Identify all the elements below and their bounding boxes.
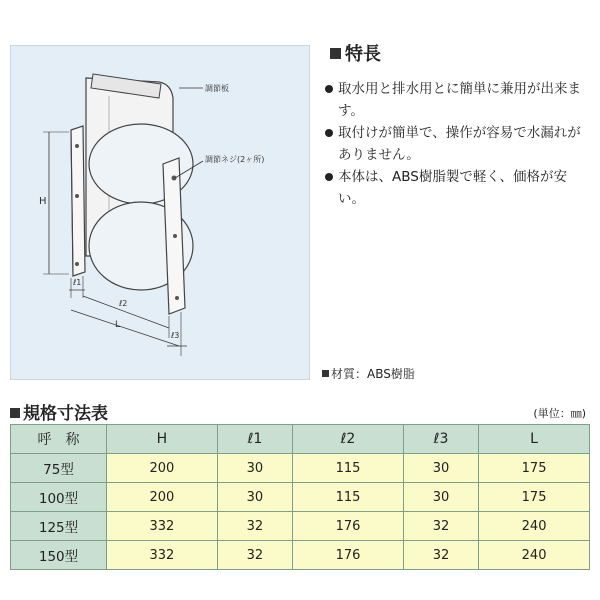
spec-table bbox=[10, 424, 590, 570]
feature-item: 取付けが簡単で、操作が容易で水漏れがありません。 bbox=[324, 122, 594, 166]
table-row bbox=[11, 483, 590, 512]
row-name: 75型 bbox=[11, 454, 107, 483]
cell-h: 200 bbox=[107, 483, 218, 512]
cell-l2: 115 bbox=[293, 483, 404, 512]
features-title: 特長 bbox=[330, 40, 381, 66]
spec-table-title: 規格寸法表 bbox=[10, 399, 108, 424]
dim-l3-label: ℓ3 bbox=[171, 331, 180, 340]
feature-item: 本体は、ABS樹脂製で軽く、価格が安い。 bbox=[324, 166, 594, 210]
cell-L: 175 bbox=[479, 454, 590, 483]
label-adjust-plate: 調節板 bbox=[205, 84, 229, 93]
cell-l3: 32 bbox=[403, 541, 478, 570]
material-note: 材質：ABS樹脂 bbox=[322, 365, 415, 382]
dim-h-label: H bbox=[39, 196, 47, 207]
table-row bbox=[11, 541, 590, 570]
product-drawing bbox=[10, 45, 310, 380]
row-name: 100型 bbox=[11, 483, 107, 512]
dim-l2-label: ℓ2 bbox=[119, 299, 128, 308]
cell-L: 175 bbox=[479, 483, 590, 512]
gate-illustration bbox=[11, 46, 309, 379]
unit-note: (単位：㎜) bbox=[533, 407, 586, 420]
cell-l2: 115 bbox=[293, 454, 404, 483]
cell-l1: 32 bbox=[217, 541, 292, 570]
row-name: 150型 bbox=[11, 541, 107, 570]
table-row bbox=[11, 454, 590, 483]
features-list bbox=[324, 78, 594, 210]
label-adjust-screw: 調節ネジ(2ヶ所) bbox=[205, 155, 265, 164]
row-name: 125型 bbox=[11, 512, 107, 541]
cell-h: 332 bbox=[107, 541, 218, 570]
cell-L: 240 bbox=[479, 512, 590, 541]
feature-item: 取水用と排水用とに簡単に兼用が出来ます。 bbox=[324, 78, 594, 122]
cell-l1: 30 bbox=[217, 483, 292, 512]
header-L: L bbox=[479, 425, 590, 454]
table-header-row bbox=[11, 425, 590, 454]
header-l1: ℓ1 bbox=[217, 425, 292, 454]
cell-l3: 30 bbox=[403, 454, 478, 483]
header-l3: ℓ3 bbox=[403, 425, 478, 454]
cell-l2: 176 bbox=[293, 541, 404, 570]
dim-l1-label: ℓ1 bbox=[73, 278, 82, 287]
cell-h: 200 bbox=[107, 454, 218, 483]
table-row bbox=[11, 512, 590, 541]
dim-L-label: L bbox=[115, 320, 121, 330]
cell-l1: 30 bbox=[217, 454, 292, 483]
cell-l3: 30 bbox=[403, 483, 478, 512]
cell-h: 332 bbox=[107, 512, 218, 541]
cell-l2: 176 bbox=[293, 512, 404, 541]
cell-L: 240 bbox=[479, 541, 590, 570]
header-name: 呼 称 bbox=[11, 425, 107, 454]
header-l2: ℓ2 bbox=[293, 425, 404, 454]
cell-l1: 32 bbox=[217, 512, 292, 541]
header-h: H bbox=[107, 425, 218, 454]
cell-l3: 32 bbox=[403, 512, 478, 541]
